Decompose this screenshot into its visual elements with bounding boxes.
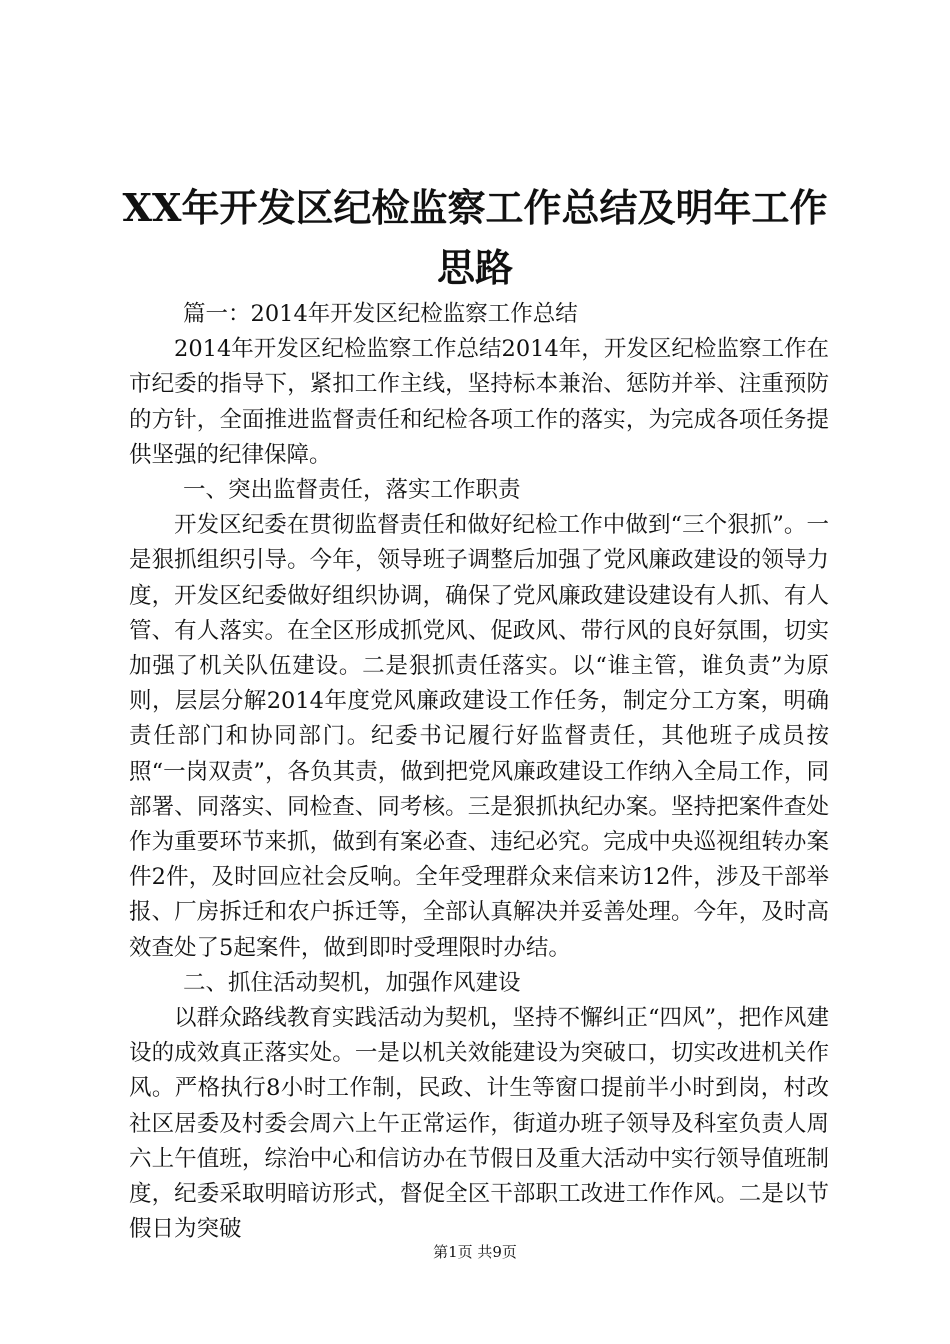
document-body — [129, 297, 829, 1247]
section-heading: 篇一：2014年开发区纪检监察工作总结 — [183, 301, 578, 327]
body-paragraph: 以群众路线教育实践活动为契机，坚持不懈纠正“四风”，把作风建设的成效真正落实处。一是以机关效能建设为突破口，切实改进机关作风。严格执行8小时工作制，民政、计生等窗口提前半小时到岗，村改社区居委及村委会周六上午正常运作，街道办班子领导及科室负责人周六上午值班，综治中心和信访办在节假日及重大活动中实行领导值班制度，纪委采取明暗访形式，督促全区干部职工改进工作作风。二是以节假日为突破 — [129, 1005, 829, 1243]
page-footer: 第1页 共9页 — [433, 1243, 517, 1261]
body-paragraph: 2014年开发区纪检监察工作总结2014年，开发区纪检监察工作在市纪委的指导下，紧扣工作主线，坚持标本兼治、惩防并举、注重预防的方针，全面推进监督责任和纪检各项工作的落实，为完成各项任务提供坚强的纪律保障。 — [129, 336, 829, 468]
body-paragraph: 开发区纪委在贯彻监督责任和做好纪检工作中做到“三个狠抓”。一是狠抓组织引导。今年，领导班子调整后加强了党风廉政建设的领导力度，开发区纪委做好组织协调，确保了党风廉政建设建设有人抓、有人管、有人落实。在全区形成抓党风、促政风、带行风的良好氛围，切实加强了机关队伍建设。二是狠抓责任落实。以“谁主管，谁负责”为原则，层层分解2014年度党风廉政建设工作任务，制定分工方案，明确责任部门和协同部门。纪委书记履行好监督责任，其他班子成员按照“一岗双责”，各负其责，做到把党风廉政建设工作纳入全局工作，同部署、同落实、同检查、同考核。三是狠抓执纪办案。坚持把案件查处作为重要环节来抓，做到有案必查、违纪必究。完成中央巡视组转办案件2件，及时回应社会反响。全年受理群众来信来访12件，涉及干部举报、厂房拆迁和农户拆迁等，全部认真解决并妥善处理。今年，及时高效查处了5起案件，做到即时受理限时办结。 — [129, 512, 829, 961]
document-title: XX年开发区纪检监察工作总结及明年工作思路 — [122, 185, 828, 290]
section-heading: 二、抓住活动契机，加强作风建设 — [183, 969, 521, 996]
section-heading: 一、突出监督责任，落实工作职责 — [183, 477, 521, 504]
